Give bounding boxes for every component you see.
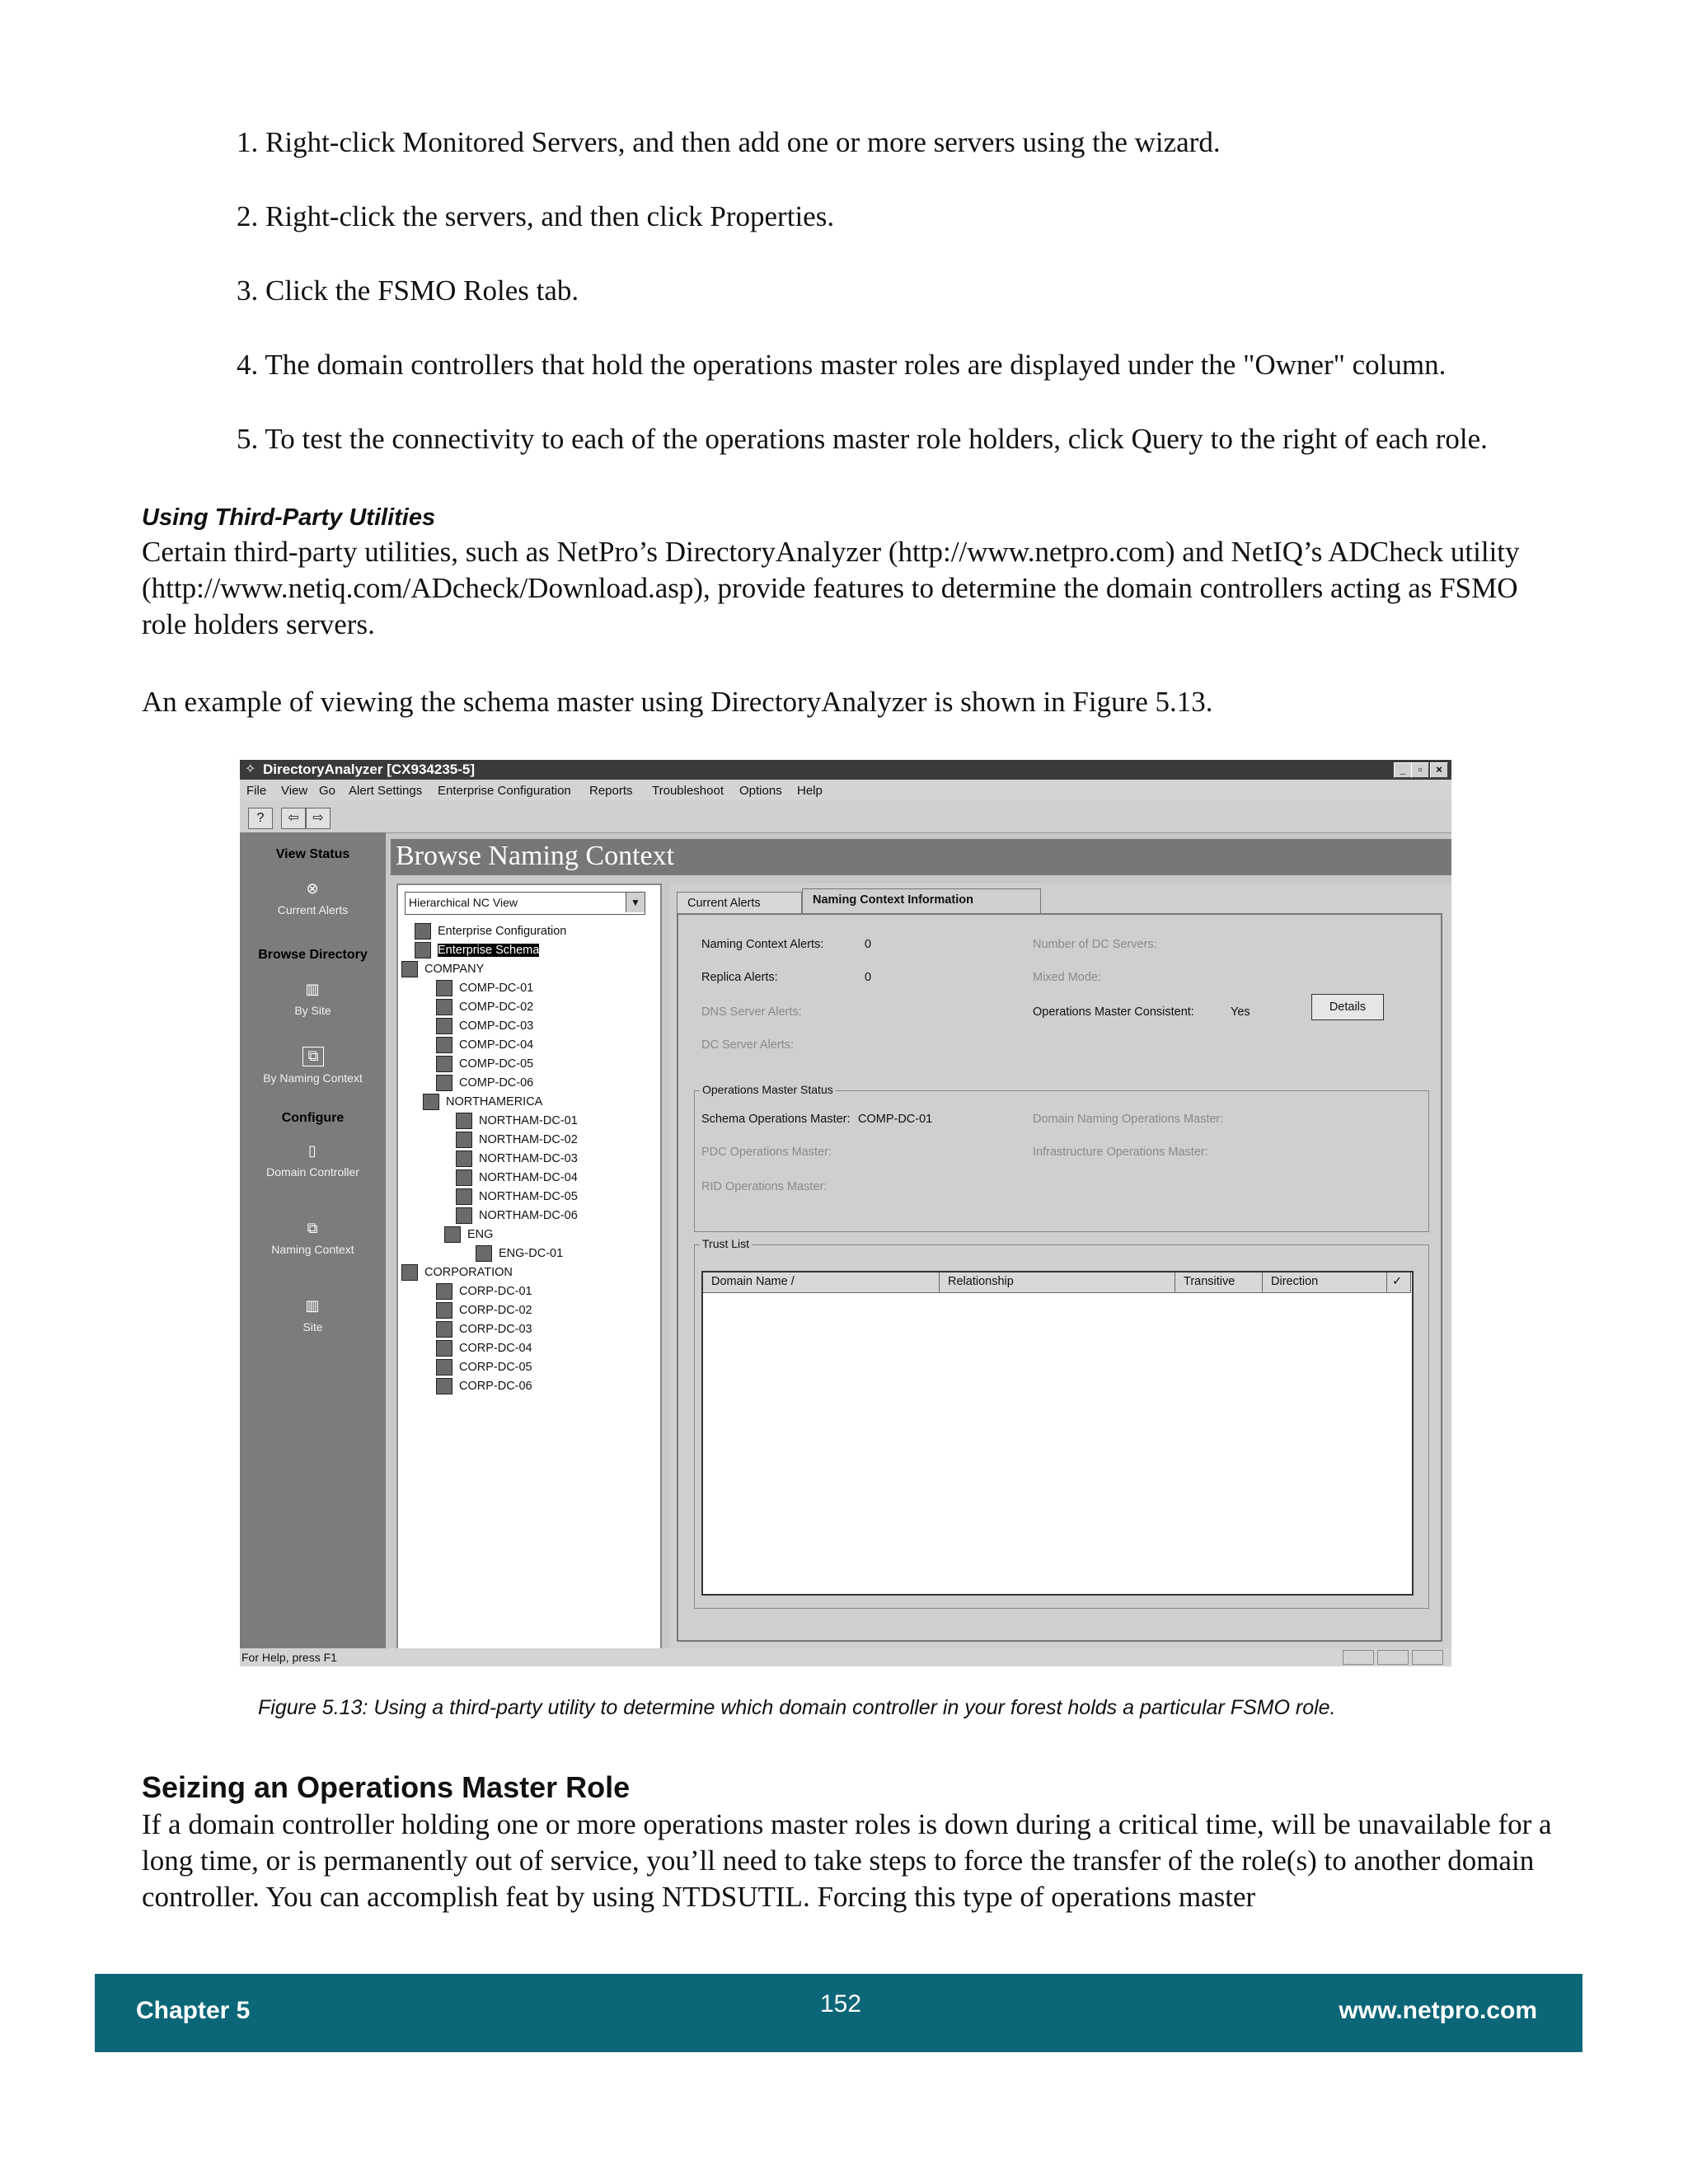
details-button[interactable]: Details xyxy=(1311,994,1384,1020)
naming-context-icon[interactable]: ⧉ xyxy=(302,1047,324,1066)
step-3: 3. Click the FSMO Roles tab. xyxy=(237,274,579,307)
tree-node-selected[interactable] xyxy=(415,942,539,958)
tree-node-label: ENG-DC-01 xyxy=(499,1246,564,1260)
footer-page-number: 152 xyxy=(820,1990,862,2018)
domain-icon xyxy=(401,1264,418,1281)
schema-om-value: COMP-DC-01 xyxy=(858,1113,933,1126)
server-icon xyxy=(436,1075,452,1091)
sidebar-item-naming-context[interactable]: Naming Context xyxy=(271,1243,354,1256)
tree-node[interactable] xyxy=(436,1075,533,1091)
column-chooser-check-icon[interactable] xyxy=(1387,1272,1411,1293)
paragraph-third-party: Certain third-party utilities, such as NetPro’s DirectoryAnalyzer (http://www.netpro.com) and NetIQ’s ADCheck utility (http://www.netiq.com/ADcheck/Download.asp), provide features to determine the domain controllers acting as FSMO role holders servers. xyxy=(142,536,1520,640)
pdc-om-label: PDC Operations Master: xyxy=(701,1146,832,1159)
menu-enterprise-configuration[interactable]: Enterprise Configuration xyxy=(438,784,571,798)
tab-label: Current Alerts xyxy=(687,897,761,910)
step-2: 2. Right-click the servers, and then click Properties. xyxy=(237,200,835,232)
paragraph-seizing: If a domain controller holding one or more operations master roles is down during a critical time, will be unavailable for a long time, or is permanently out of service, you’ll need to take steps to force the transfer of the role(s) to another domain controller. You can accomplish feat by using NTDSUTIL. Forcing this type of operations master xyxy=(142,1808,1552,1913)
tree-node[interactable] xyxy=(456,1151,578,1167)
tree-node-label: NORTHAM-DC-05 xyxy=(479,1189,578,1203)
tree-node[interactable] xyxy=(415,923,566,940)
tree-node[interactable] xyxy=(476,1245,563,1262)
dns-server-alerts-label: DNS Server Alerts: xyxy=(701,1005,802,1019)
operations-master-status-group xyxy=(694,1083,1429,1232)
sidebar-item-by-naming-context[interactable]: By Naming Context xyxy=(263,1071,363,1085)
sidebar-heading-configure: Configure xyxy=(281,1111,345,1125)
app-icon: ✧ xyxy=(245,762,256,776)
tree-node-label: NORTHAM-DC-03 xyxy=(479,1151,578,1165)
replica-alerts-value: 0 xyxy=(865,971,872,984)
domain-naming-om-label: Domain Naming Operations Master: xyxy=(1033,1113,1224,1126)
schema-icon xyxy=(415,942,431,958)
menu-go[interactable]: Go xyxy=(319,784,336,798)
sidebar-item-site[interactable]: Site xyxy=(302,1320,323,1333)
tree-node[interactable] xyxy=(436,1359,532,1376)
back-arrow-icon[interactable]: ⇦ xyxy=(281,808,306,829)
tree-node-label: CORPORATION xyxy=(424,1265,513,1279)
naming-context-alerts-label: Naming Context Alerts: xyxy=(701,938,824,951)
view-dropdown-value: Hierarchical NC View xyxy=(409,896,518,909)
tree-node[interactable] xyxy=(436,1340,532,1357)
tree-node-label: CORP-DC-05 xyxy=(459,1360,532,1374)
server-icon xyxy=(436,980,452,996)
server-icon xyxy=(436,1321,452,1338)
om-consistent-value: Yes xyxy=(1231,1005,1250,1019)
tree-node[interactable] xyxy=(436,1283,532,1300)
tree-node-label: COMP-DC-02 xyxy=(459,1000,534,1014)
menu-alert-settings[interactable]: Alert Settings xyxy=(349,784,423,798)
tree-node-label: NORTHAM-DC-06 xyxy=(479,1208,578,1222)
menu-bar xyxy=(240,780,1451,801)
sidebar-heading-browse-directory: Browse Directory xyxy=(258,948,368,962)
server-icon xyxy=(436,1378,452,1394)
alert-x-icon[interactable]: ⊗ xyxy=(306,880,319,897)
column-header-label: Direction xyxy=(1271,1275,1319,1288)
view-dropdown[interactable] xyxy=(405,892,645,915)
domain-icon xyxy=(444,1226,461,1243)
mixed-mode-label: Mixed Mode: xyxy=(1033,971,1102,984)
forward-arrow-icon[interactable]: ⇨ xyxy=(306,808,331,829)
trust-list-title: Trust List xyxy=(700,1237,752,1250)
menu-view[interactable]: View xyxy=(281,784,308,798)
number-of-dc-servers-label: Number of DC Servers: xyxy=(1033,938,1157,951)
tree-node-label: CORP-DC-01 xyxy=(459,1284,532,1298)
menu-options[interactable]: Options xyxy=(739,784,782,798)
tree-node[interactable] xyxy=(436,1321,532,1338)
tree-node[interactable] xyxy=(456,1207,578,1224)
page-footer xyxy=(95,1974,1582,2052)
operations-master-status-title: Operations Master Status xyxy=(700,1083,836,1096)
globe-icon xyxy=(415,923,431,940)
tree-node-label: COMP-DC-06 xyxy=(459,1076,534,1090)
server-icon xyxy=(456,1169,472,1186)
tree-node[interactable] xyxy=(444,1226,493,1243)
minimize-button[interactable]: _ xyxy=(1394,762,1412,778)
tree-node-label: NORTHAM-DC-04 xyxy=(479,1170,578,1184)
tree-node[interactable] xyxy=(436,1378,532,1394)
status-bar xyxy=(240,1648,1451,1666)
column-header-label: Domain Name / xyxy=(711,1275,795,1288)
tree-node-label: Enterprise Schema xyxy=(438,943,540,957)
naming-context-alerts-value: 0 xyxy=(865,938,872,951)
tree-node[interactable] xyxy=(401,1264,513,1281)
section-heading-third-party: Using Third-Party Utilities xyxy=(142,504,436,531)
status-panel xyxy=(1343,1650,1374,1665)
directoryanalyzer-screenshot xyxy=(240,760,1451,1666)
tree-node-label: NORTHAMERICA xyxy=(446,1094,543,1108)
replica-alerts-label: Replica Alerts: xyxy=(701,971,778,984)
tree-node[interactable] xyxy=(456,1132,578,1148)
column-header-label: Transitive xyxy=(1184,1275,1236,1288)
column-header-label: Relationship xyxy=(948,1275,1014,1288)
help-icon[interactable]: ? xyxy=(248,808,273,829)
server-icon xyxy=(436,1037,452,1053)
tree-node[interactable] xyxy=(436,1302,532,1319)
figure-caption: Figure 5.13: Using a third-party utility to determine which domain controller in your forest holds a particular FSMO role. xyxy=(258,1696,1336,1719)
status-panel xyxy=(1377,1650,1409,1665)
footer-url[interactable]: www.netpro.com xyxy=(1339,1997,1537,2024)
domain-icon xyxy=(401,961,418,977)
tree-node-label: COMPANY xyxy=(424,962,485,976)
footer-chapter: Chapter 5 xyxy=(136,1997,251,2024)
paragraph-example: An example of viewing the schema master using DirectoryAnalyzer is shown in Figure 5.13. xyxy=(142,686,1213,718)
status-text: For Help, press F1 xyxy=(241,1651,337,1664)
menu-file[interactable]: File xyxy=(246,784,267,798)
tree-node-label: COMP-DC-04 xyxy=(459,1038,534,1052)
trust-list-table[interactable] xyxy=(701,1271,1414,1596)
tree-node[interactable] xyxy=(436,999,533,1015)
naming-context-config-icon[interactable]: ⧉ xyxy=(307,1220,318,1236)
close-button[interactable]: × xyxy=(1430,762,1448,778)
site-config-icon[interactable]: ▥ xyxy=(305,1297,320,1314)
tree-node-label: ENG xyxy=(467,1227,494,1241)
schema-om-label: Schema Operations Master: xyxy=(701,1113,851,1126)
site-icon[interactable]: ▥ xyxy=(305,981,320,997)
server-icon xyxy=(456,1188,472,1205)
menu-troubleshoot[interactable]: Troubleshoot xyxy=(652,784,724,798)
tree-node-label: Enterprise Configuration xyxy=(438,924,567,938)
browse-banner xyxy=(391,839,1451,875)
tree-node[interactable] xyxy=(456,1169,578,1186)
column-header-label: ✓ xyxy=(1392,1275,1403,1288)
server-icon xyxy=(456,1132,472,1148)
column-header-transitive[interactable] xyxy=(1175,1272,1263,1293)
infrastructure-om-label: Infrastructure Operations Master: xyxy=(1033,1146,1208,1159)
chevron-down-icon[interactable]: ▼ xyxy=(626,893,645,912)
tree-node[interactable] xyxy=(436,980,533,996)
tree-node[interactable] xyxy=(456,1113,578,1129)
tree-node[interactable] xyxy=(401,961,484,977)
tree-node[interactable] xyxy=(456,1188,578,1205)
tab-naming-context-information[interactable] xyxy=(802,888,1041,914)
dc-server-alerts-label: DC Server Alerts: xyxy=(701,1038,794,1052)
navigation-sidebar xyxy=(240,832,386,1648)
server-icon xyxy=(436,1283,452,1300)
server-icon xyxy=(436,1018,452,1034)
tree-node-label: COMP-DC-03 xyxy=(459,1019,534,1033)
column-header-relationship[interactable] xyxy=(940,1272,1175,1293)
server-icon xyxy=(436,1056,452,1072)
maximize-button[interactable]: ▫ xyxy=(1411,762,1429,778)
menu-reports[interactable]: Reports xyxy=(589,784,633,798)
domain-icon xyxy=(423,1094,439,1110)
server-icon xyxy=(456,1207,472,1224)
rid-om-label: RID Operations Master: xyxy=(701,1180,828,1193)
om-consistent-label: Operations Master Consistent: xyxy=(1033,1005,1194,1019)
domain-controller-icon[interactable]: ▯ xyxy=(308,1142,316,1159)
server-icon xyxy=(436,1340,452,1357)
banner-title: Browse Naming Context xyxy=(396,841,675,871)
sidebar-item-current-alerts[interactable]: Current Alerts xyxy=(277,903,349,916)
server-icon xyxy=(436,1359,452,1376)
server-icon xyxy=(456,1113,472,1129)
tree-node[interactable] xyxy=(423,1094,542,1110)
section-heading-seizing: Seizing an Operations Master Role xyxy=(142,1770,631,1804)
tree-node-label: CORP-DC-03 xyxy=(459,1322,532,1336)
window-titlebar xyxy=(240,760,1451,780)
server-icon xyxy=(436,999,452,1015)
tree-node-label: CORP-DC-02 xyxy=(459,1303,532,1317)
tree-node-label: COMP-DC-05 xyxy=(459,1057,534,1071)
menu-help[interactable]: Help xyxy=(797,784,823,798)
server-icon xyxy=(476,1245,492,1262)
tree-node[interactable] xyxy=(436,1018,533,1034)
tree-node-label: CORP-DC-06 xyxy=(459,1379,532,1393)
tree-node-label: NORTHAM-DC-02 xyxy=(479,1132,578,1146)
column-header-domain-name[interactable] xyxy=(703,1272,940,1293)
tab-label: Naming Context Information xyxy=(813,893,973,907)
sidebar-item-by-site[interactable]: By Site xyxy=(294,1004,331,1017)
sidebar-item-domain-controller[interactable]: Domain Controller xyxy=(266,1165,359,1179)
tree-node[interactable] xyxy=(436,1056,533,1072)
step-4: 4. The domain controllers that hold the operations master roles are displayed under the "Owner" column. xyxy=(237,349,1447,381)
tree-node[interactable] xyxy=(436,1037,533,1053)
step-5: 5. To test the connectivity to each of the operations master role holders, click Query to the right of each role. xyxy=(237,423,1488,455)
tree-node-label: CORP-DC-04 xyxy=(459,1341,532,1355)
toolbar xyxy=(240,801,1451,833)
step-1: 1. Right-click Monitored Servers, and then add one or more servers using the wizard. xyxy=(237,126,1221,158)
server-icon xyxy=(456,1151,472,1167)
tree-node-label: NORTHAM-DC-01 xyxy=(479,1113,578,1127)
tab-current-alerts[interactable] xyxy=(677,892,802,914)
sidebar-heading-view-status: View Status xyxy=(275,847,350,861)
tree-node-label: COMP-DC-01 xyxy=(459,981,534,995)
status-panel xyxy=(1412,1650,1443,1665)
server-icon xyxy=(436,1302,452,1319)
column-header-direction[interactable] xyxy=(1263,1272,1387,1293)
window-title: DirectoryAnalyzer [CX934235-5] xyxy=(263,762,476,777)
